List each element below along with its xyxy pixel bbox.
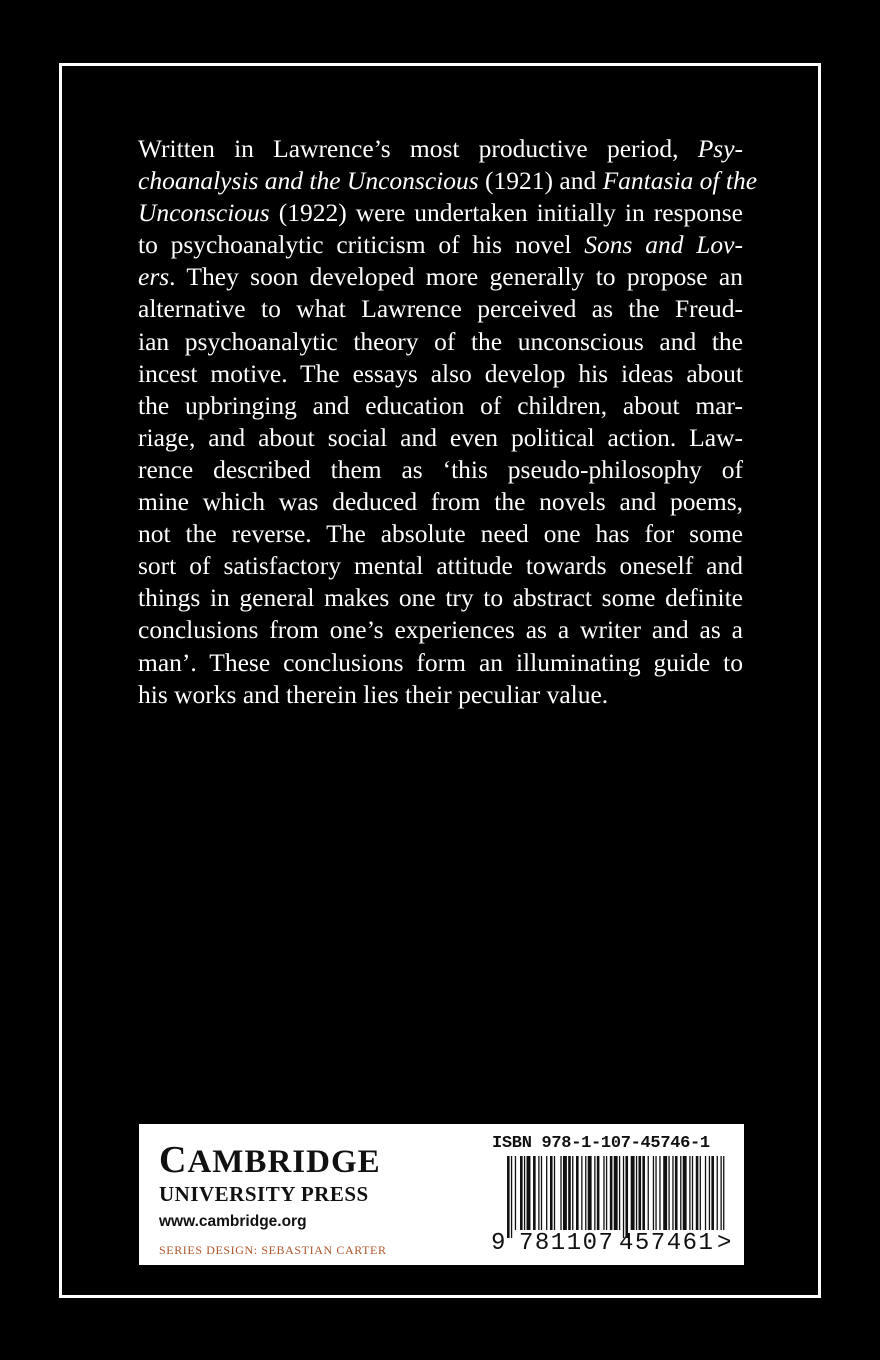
barcode-bar bbox=[636, 1156, 637, 1230]
barcode-bar bbox=[720, 1156, 721, 1230]
publisher-name-rest: AMBRIDGE bbox=[187, 1144, 381, 1180]
barcode-bar bbox=[683, 1156, 687, 1230]
blurb-text-run: man’. These conclusions form an illuminating guide to bbox=[138, 647, 743, 677]
blurb-text-run: rence described them as ‘this pseudo-philosophy of bbox=[138, 454, 743, 484]
barcode-bar bbox=[594, 1156, 595, 1230]
blurb-italic-title: ers bbox=[138, 262, 170, 292]
blurb-italic-title: Fantasia of the bbox=[602, 166, 758, 196]
blurb-text-run: mine which was deduced from the novels and poems, bbox=[138, 487, 743, 517]
barcode-bar bbox=[696, 1156, 699, 1230]
publisher-name-initial: C bbox=[159, 1139, 188, 1181]
barcode-bar bbox=[603, 1156, 604, 1230]
publisher-info bbox=[159, 1139, 459, 1232]
blurb-text-run: (1921) and bbox=[478, 166, 603, 196]
barcode-bar bbox=[668, 1156, 669, 1230]
blurb-text-run: conclusions from one’s experiences as a writer and as a bbox=[138, 615, 743, 645]
barcode-bar bbox=[606, 1156, 607, 1230]
barcode-bar bbox=[588, 1156, 592, 1230]
barcode-bar bbox=[717, 1156, 718, 1230]
barcode-bar bbox=[723, 1156, 724, 1230]
barcode-bar bbox=[597, 1156, 600, 1230]
blurb-text-run: the upbringing and education of children, about mar- bbox=[138, 390, 743, 420]
blurb-text-run: sort of satisfactory mental attitude towards oneself and bbox=[138, 551, 743, 581]
blurb-line bbox=[138, 261, 743, 293]
barcode-bar bbox=[705, 1156, 706, 1230]
barcode-bar bbox=[511, 1156, 512, 1238]
publisher-logo-name bbox=[159, 1139, 459, 1181]
barcode-bar bbox=[546, 1156, 547, 1230]
barcode-bar bbox=[554, 1156, 555, 1230]
barcode-bar bbox=[672, 1156, 673, 1230]
barcode-digit-lead: 9 bbox=[491, 1230, 506, 1257]
isbn-label: ISBN 978-1-107-45746-1 bbox=[492, 1134, 710, 1153]
barcode-bar bbox=[550, 1156, 553, 1230]
barcode-bar bbox=[541, 1156, 542, 1230]
blurb-line bbox=[138, 229, 743, 261]
barcode-bar bbox=[689, 1156, 690, 1230]
barcode-digits-left: 781107 bbox=[519, 1230, 615, 1257]
blurb-text-run: (1922) were undertaken initially in response bbox=[269, 198, 743, 228]
barcode-bar bbox=[520, 1156, 523, 1230]
barcode-bar bbox=[700, 1156, 701, 1230]
blurb-line bbox=[138, 133, 743, 165]
blurb-text-run: not the reverse. The absolute need one has for some bbox=[138, 519, 743, 549]
barcode-bar bbox=[507, 1156, 510, 1238]
series-design-credit: SERIES DESIGN: SEBASTIAN CARTER bbox=[159, 1243, 387, 1257]
barcode-digits-right: 457461 bbox=[619, 1230, 715, 1257]
blurb-text-run: to psychoanalytic criticism of his novel bbox=[138, 230, 585, 260]
publisher-panel bbox=[139, 1124, 744, 1265]
isbn-barcode bbox=[491, 1134, 736, 1258]
blurb-line bbox=[138, 679, 743, 711]
blurb-text-run: things in general makes one try to abstract some definite bbox=[138, 583, 743, 613]
barcode-bar bbox=[563, 1156, 567, 1230]
barcode-bar bbox=[576, 1156, 579, 1230]
barcode-bar bbox=[527, 1156, 531, 1230]
blurb-line bbox=[138, 550, 743, 582]
blurb-text bbox=[138, 133, 758, 711]
barcode-bar bbox=[581, 1156, 582, 1230]
publisher-imprint: UNIVERSITY PRESS bbox=[159, 1182, 369, 1206]
barcode-bar bbox=[711, 1156, 714, 1230]
publisher-website: www.cambridge.org bbox=[159, 1213, 307, 1230]
blurb-line bbox=[138, 486, 743, 518]
blurb-line bbox=[138, 454, 743, 486]
blurb-text-run: riage, and about social and even political action. Law- bbox=[138, 422, 743, 452]
barcode-bar bbox=[655, 1156, 656, 1230]
barcode-bar bbox=[623, 1156, 624, 1238]
blurb-line bbox=[138, 518, 743, 550]
barcode-bar bbox=[631, 1156, 635, 1230]
barcode-bar bbox=[638, 1156, 641, 1230]
barcode-bar bbox=[538, 1156, 539, 1230]
barcode-bar bbox=[625, 1156, 628, 1238]
blurb-text-run: alternative to what Lawrence perceived as the Freud- bbox=[138, 294, 743, 324]
barcode-bar bbox=[515, 1156, 516, 1230]
blurb-line bbox=[138, 326, 743, 358]
barcode-bar bbox=[663, 1156, 667, 1230]
blurb-italic-title: choanalysis and the Unconscious bbox=[138, 166, 479, 196]
blurb-italic-title: Sons and Lov- bbox=[584, 230, 743, 260]
barcode-bar bbox=[572, 1156, 573, 1230]
barcode-bar bbox=[533, 1156, 536, 1230]
barcode-bar bbox=[560, 1156, 561, 1230]
barcode-bar bbox=[610, 1156, 613, 1230]
barcode-bar bbox=[680, 1156, 681, 1230]
blurb-line bbox=[138, 647, 743, 679]
barcode-bar bbox=[653, 1156, 654, 1230]
barcode-bar bbox=[675, 1156, 678, 1230]
blurb-text-run: . They soon developed more generally to propose an bbox=[169, 262, 743, 292]
blurb-line bbox=[138, 582, 743, 614]
blurb-text-run: ian psychoanalytic theory of the unconscious and the bbox=[138, 326, 743, 356]
barcode-bar bbox=[619, 1156, 620, 1230]
barcode-bar bbox=[659, 1156, 660, 1230]
blurb-line bbox=[138, 358, 743, 390]
blurb-italic-title: Psy- bbox=[697, 134, 743, 163]
blurb-italic-title: Unconscious bbox=[138, 198, 270, 228]
blurb-line bbox=[138, 422, 743, 454]
blurb-text-run: his works and therein lies their peculiar value. bbox=[138, 679, 609, 709]
barcode-bar bbox=[585, 1156, 586, 1230]
blurb-line bbox=[138, 165, 758, 197]
blurb-text-run: incest motive. The essays also develop his ideas about bbox=[138, 358, 743, 388]
barcode-bar bbox=[524, 1156, 525, 1230]
barcode-bar bbox=[709, 1156, 710, 1230]
barcode-bars bbox=[507, 1156, 727, 1238]
barcode-bar bbox=[568, 1156, 571, 1230]
blurb-line bbox=[138, 614, 743, 646]
blurb-line bbox=[138, 197, 743, 229]
blurb-line bbox=[138, 390, 743, 422]
barcode-quiet-zone-marker: > bbox=[717, 1230, 732, 1257]
barcode-bar bbox=[642, 1156, 645, 1230]
barcode-bar bbox=[648, 1156, 649, 1230]
barcode-bar bbox=[614, 1156, 618, 1230]
barcode-bar bbox=[692, 1156, 693, 1230]
blurb-text-run: Written in Lawrence’s most productive period, bbox=[138, 134, 698, 163]
blurb-line bbox=[138, 293, 743, 325]
